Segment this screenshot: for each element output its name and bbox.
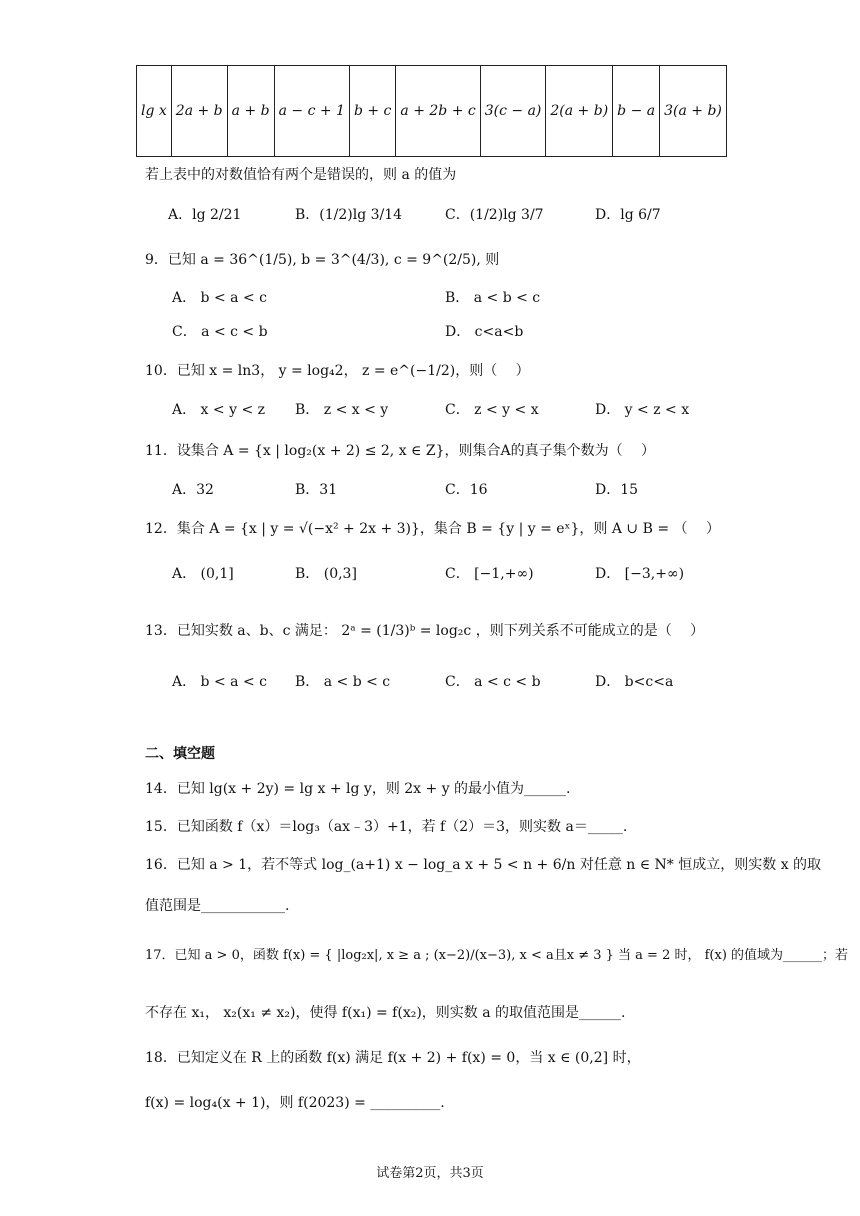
q18-line1: 18．已知定义在 R 上的函数 f(x) 满足 f(x + 2) + f(x) = 0，当 x ∈ (0,2] 时， bbox=[145, 1050, 641, 1066]
table-cell: a + b bbox=[227, 66, 274, 157]
q10-stem: 10．已知 x = ln3， y = log₄2， z = e^(−1/2)，则（ ） bbox=[145, 363, 530, 379]
q9-option-c: C． a < c < b bbox=[172, 324, 268, 340]
q11-option-a: A．32 bbox=[172, 482, 214, 498]
q8-option-a: A．lg 2/21 bbox=[168, 207, 242, 223]
q8-option-d: D．lg 6/7 bbox=[595, 207, 661, 223]
page-footer: 试卷第2页，共3页 bbox=[376, 1166, 484, 1181]
table-row bbox=[137, 66, 727, 157]
table-cell: a + 2b + c bbox=[396, 66, 480, 157]
q12-option-a: A． (0,1] bbox=[172, 566, 234, 582]
q9-option-d: D． c<a<b bbox=[445, 324, 524, 340]
q10-option-a: A． x < y < z bbox=[172, 402, 266, 418]
q8-option-b: B．(1/2)lg 3/14 bbox=[295, 207, 403, 223]
q11-option-c: C．16 bbox=[445, 482, 488, 498]
q12-option-d: D． [−3,+∞) bbox=[595, 566, 685, 582]
q13-stem: 13．已知实数 a、b、c 满足： 2ᵃ = (1/3)ᵇ = log₂c ，则下列关系不可能成立的是（ ） bbox=[145, 623, 705, 639]
table-cell: a − c + 1 bbox=[274, 66, 349, 157]
q10-option-b: B． z < x < y bbox=[295, 402, 389, 418]
q8-option-c: C．(1/2)lg 3/7 bbox=[445, 207, 544, 223]
q11-stem: 11．设集合 A = {x | log₂(x + 2) ≤ 2, x ∈ Z}，则集合A的真子集个数为（ ） bbox=[145, 443, 656, 459]
q12-stem: 12．集合 A = {x | y = √(−x² + 2x + 3)}，集合 B = {y | y = eˣ}，则 A ∪ B = （ ） bbox=[145, 521, 720, 537]
q11-option-d: D．15 bbox=[595, 482, 639, 498]
q9-option-b: B． a < b < c bbox=[445, 290, 541, 306]
log-value-table bbox=[136, 65, 727, 157]
q8-stem: 若上表中的对数值恰有两个是错误的，则 a 的值为 bbox=[145, 167, 457, 183]
q13-option-b: B． a < b < c bbox=[295, 674, 391, 690]
q9-option-a: A． b < a < c bbox=[172, 290, 267, 306]
q10-option-c: C． z < y < x bbox=[445, 402, 539, 418]
q14-text: 14．已知 lg(x + 2y) = lg x + lg y，则 2x + y 的最小值为______. bbox=[145, 781, 571, 797]
q11-option-b: B．31 bbox=[295, 482, 338, 498]
q9-stem: 9．已知 a = 36^(1/5), b = 3^(4/3), c = 9^(2/5), 则 bbox=[145, 252, 500, 268]
table-cell: 2a + b bbox=[171, 66, 227, 157]
table-cell: b − a bbox=[613, 66, 660, 157]
q13-option-a: A． b < a < c bbox=[172, 674, 267, 690]
q16-line2: 值范围是____________. bbox=[145, 898, 290, 914]
q16-line1: 16．已知 a > 1，若不等式 log_(a+1) x − log_a x + 5 < n + 6/n 对任意 n ∈ N* 恒成立，则实数 x 的取 bbox=[145, 857, 822, 873]
q12-option-c: C． [−1,+∞) bbox=[445, 566, 534, 582]
section-heading: 二、填空题 bbox=[145, 746, 215, 762]
q17-line1: 17．已知 a > 0，函数 f(x) = { |log₂x|, x ≥ a ; (x−2)/(x−3), x < a且x ≠ 3 } 当 a = 2 时， f(x) 的值域为______；若 bbox=[145, 948, 849, 963]
table-cell: 2(a + b) bbox=[546, 66, 613, 157]
q15-text: 15．已知函数 f（x）＝log₃（ax﹣3）+1，若 f（2）＝3，则实数 a＝_____. bbox=[145, 819, 628, 835]
q13-option-c: C． a < c < b bbox=[445, 674, 541, 690]
table-cell: 3(c − a) bbox=[480, 66, 546, 157]
table-cell: b + c bbox=[349, 66, 395, 157]
q10-option-d: D． y < z < x bbox=[595, 402, 690, 418]
q13-option-d: D． b<c<a bbox=[595, 674, 674, 690]
q18-line2: f(x) = log₄(x + 1)，则 f(2023) = __________. bbox=[145, 1095, 445, 1111]
table-cell: lg x bbox=[137, 66, 172, 157]
q17-line2: 不存在 x₁， x₂(x₁ ≠ x₂)，使得 f(x₁) = f(x₂)，则实数 a 的取值范围是______. bbox=[145, 1005, 626, 1021]
q12-option-b: B． (0,3] bbox=[295, 566, 357, 582]
table-cell: 3(a + b) bbox=[660, 66, 727, 157]
